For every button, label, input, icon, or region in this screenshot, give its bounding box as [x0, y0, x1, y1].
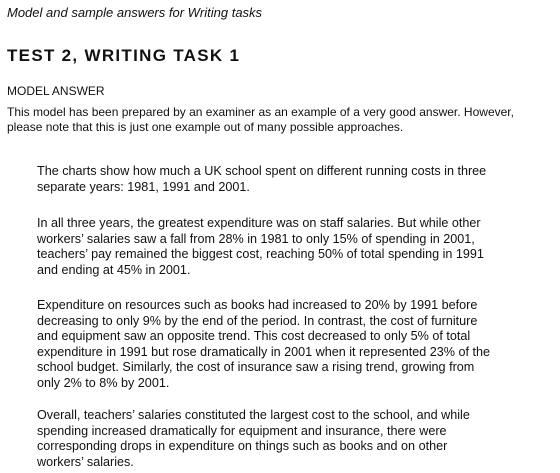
answer-line: separate years: 1981, 1991 and 2001.: [37, 179, 250, 194]
answer-line: expenditure in 1991 but rose dramatically in 2001 when it represented 23% of the: [37, 344, 490, 359]
answer-line: Expenditure on resources such as books had increased to 20% by 1991 before: [37, 298, 478, 312]
intro-line: please note that this is just one example out of many possible approaches.: [7, 120, 404, 134]
section-label: MODEL ANSWER: [7, 84, 105, 98]
answer-line: and ending at 45% in 2001.: [37, 262, 191, 277]
answer-line: corresponding drops in expenditure on things such as books and on other: [37, 439, 448, 454]
answer-line: The charts show how much a UK school spent on different running costs in three: [37, 164, 487, 178]
answer-line: workers’ salaries.: [37, 454, 134, 469]
answer-line: only 2% to 8% by 2001.: [37, 375, 170, 390]
answer-line: Overall, teachers’ salaries constituted the largest cost to the school, and while: [37, 408, 470, 422]
answer-paragraph: [37, 216, 557, 278]
page-title: TEST 2, WRITING TASK 1: [7, 46, 241, 65]
intro-note: [7, 105, 557, 135]
answer-paragraph: [37, 164, 557, 195]
answer-line: workers’ salaries saw a fall from 28% in 1981 to only 15% of spending in 2001,: [37, 231, 475, 246]
answer-line: and equipment saw an opposite trend. This cost decreased to only 5% of total: [37, 329, 471, 344]
running-header: Model and sample answers for Writing tasks: [7, 5, 263, 20]
answer-line: decreasing to only 9% by the end of the period. In contrast, the cost of furniture: [37, 313, 478, 328]
answer-line: spending increased dramatically for equipment and insurance, there were: [37, 423, 447, 438]
answer-paragraph: [37, 298, 557, 392]
answer-paragraph: [37, 408, 557, 470]
answer-line: school budget. Similarly, the cost of insurance saw a rising trend, growing from: [37, 360, 475, 375]
answer-line: teachers’ pay remained the biggest cost, reaching 50% of total spending in 1991: [37, 247, 484, 262]
intro-line: This model has been prepared by an examiner as an example of a very good answer. However,: [7, 105, 514, 119]
answer-line: In all three years, the greatest expenditure was on staff salaries. But while other: [37, 216, 481, 230]
